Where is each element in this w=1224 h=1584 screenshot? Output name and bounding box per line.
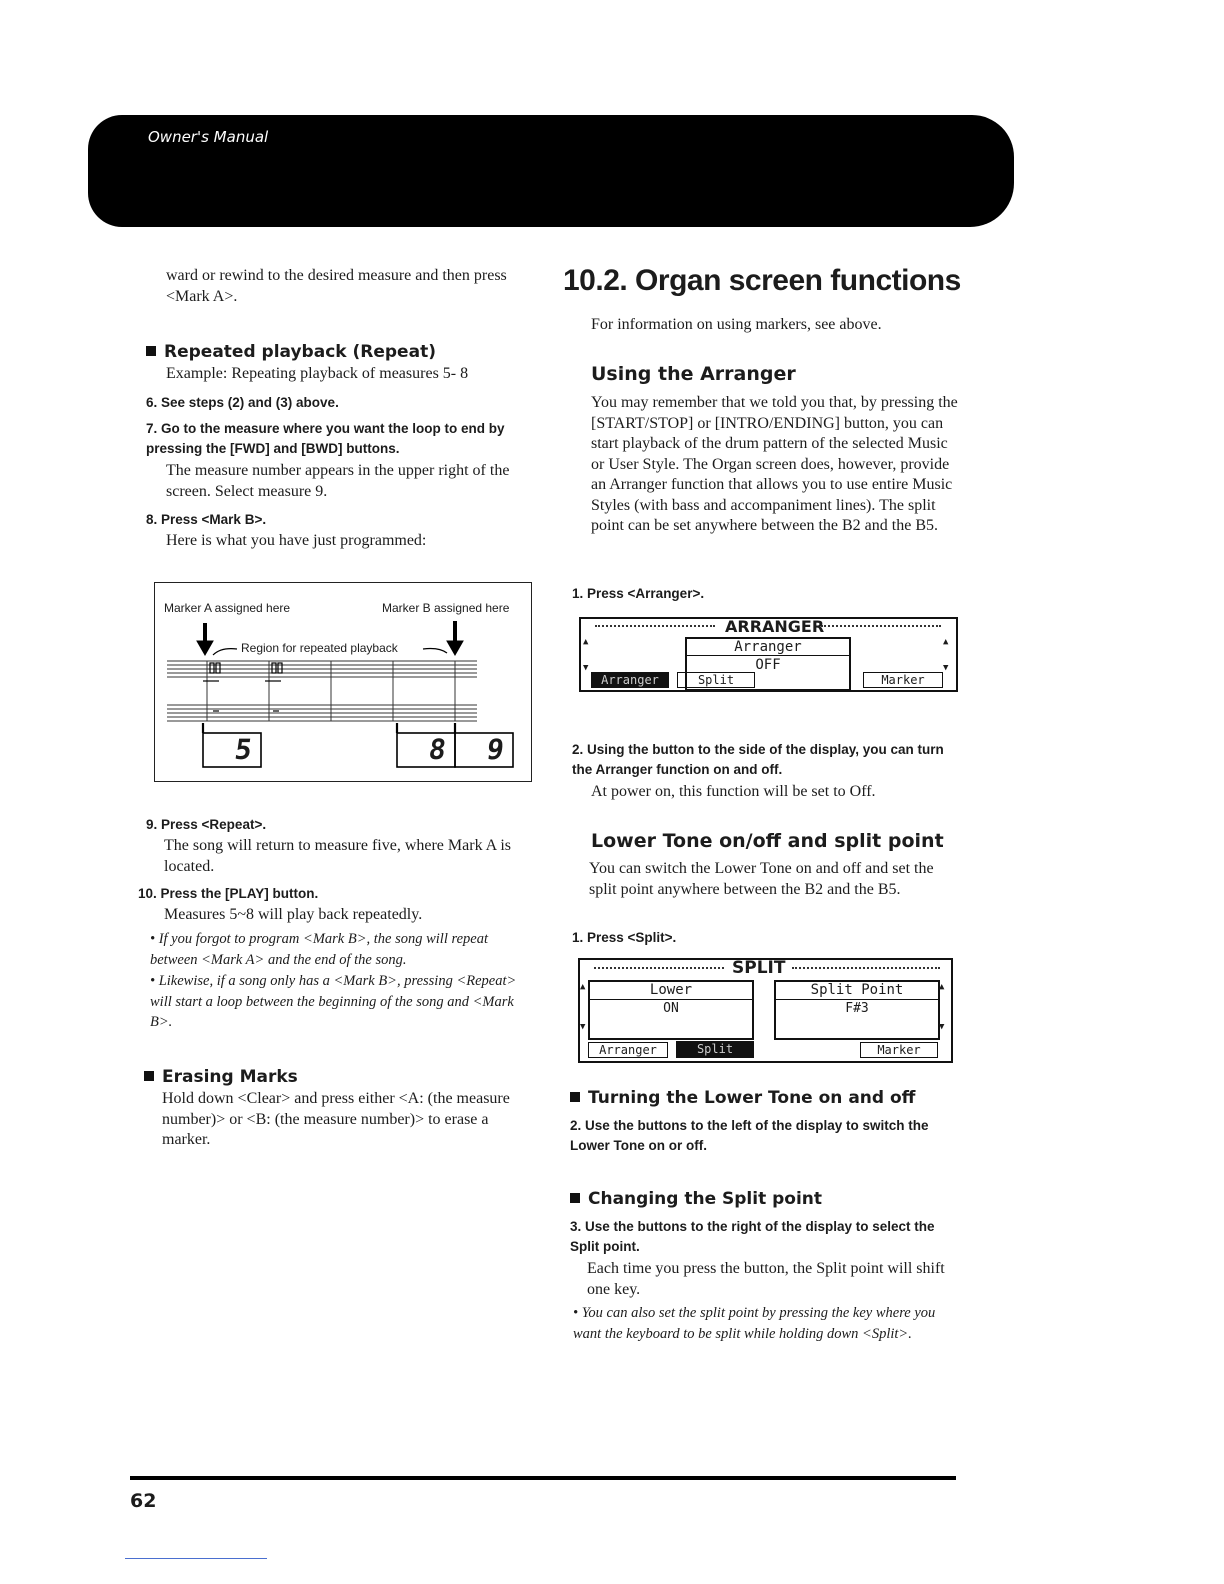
section-title: 10.2. Organ screen functions	[563, 264, 961, 297]
arranger-step-2: 2. Using the button to the side of the display, you can turn the Arranger function on and off.	[572, 742, 944, 777]
step-7: 7. Go to the measure where you want the loop to end by pressing the [FWD] and [BWD] buttons.	[146, 421, 505, 456]
lcd-up-arrow-icon: ▲	[580, 982, 586, 992]
arranger-step-1: 1. Press <Arranger>.	[572, 586, 705, 601]
changing-step-3: 3. Use the buttons to the right of the display to select the Split point.	[570, 1219, 935, 1254]
lcd-split-point-value: F#3	[845, 1001, 869, 1016]
lcd-lower-box	[588, 980, 754, 1040]
turning-heading	[570, 1088, 915, 1108]
lcd-split-point-box	[774, 980, 940, 1040]
turning-step-2: 2. Use the buttons to the left of the display to switch the Lower Tone on or off.	[570, 1118, 929, 1153]
lcd-lower-label: Lower	[590, 982, 752, 1000]
note-2: • Likewise, if a song only has a <Mark B>, pressing <Repeat> will start a loop between the beginning of the song and <Mark B>.	[150, 973, 517, 1030]
bottom-line	[125, 1558, 267, 1559]
step-6: 6. See steps (2) and (3) above.	[146, 395, 339, 410]
arranger-lcd	[579, 617, 958, 692]
repeat-heading-label: Repeated playback (Repeat)	[164, 342, 436, 362]
step-10: 10. Press the [PLAY] button.	[138, 886, 319, 901]
note-1-text: If you forgot to program <Mark B>, the song will repeat between <Mark A> and the end of the song.	[150, 931, 488, 968]
square-bullet-icon	[146, 346, 156, 356]
tab-arranger[interactable]: Arranger	[591, 672, 669, 688]
lcd-dotted-line	[821, 625, 941, 629]
lcd-up-arrow-icon: ▲	[583, 637, 589, 647]
lcd-lower-value: ON	[663, 1001, 679, 1016]
lcd-down-arrow-icon: ▼	[580, 1022, 586, 1032]
measure-9-display: 9	[484, 733, 507, 766]
arranger-heading: Using the Arranger	[591, 363, 796, 385]
region-label: Region for repeated playback	[241, 641, 398, 655]
repeat-heading	[146, 342, 436, 362]
split-lcd	[578, 958, 953, 1063]
lcd-down-arrow-icon: ▼	[939, 1022, 945, 1032]
lcd-title: ARRANGER	[725, 617, 825, 636]
turning-heading-label: Turning the Lower Tone on and off	[588, 1088, 916, 1108]
erase-body: Hold down <Clear> and press either <A: (the measure number)> or <B: (the measure number)> to erase a marker.	[162, 1090, 510, 1148]
lcd-down-arrow-icon: ▼	[943, 663, 949, 673]
marker-figure	[154, 582, 532, 782]
arranger-step-2-body: At power on, this function will be set to Off.	[591, 783, 876, 800]
tab-arranger[interactable]: Arranger	[588, 1042, 668, 1058]
lower-step-1: 1. Press <Split>.	[572, 930, 677, 945]
note-1: • If you forgot to program <Mark B>, the song will repeat between <Mark A> and the end of the song.	[150, 931, 488, 968]
lcd-up-arrow-icon: ▲	[943, 637, 949, 647]
square-bullet-icon	[570, 1092, 580, 1102]
erase-heading-label: Erasing Marks	[162, 1067, 298, 1087]
header-title: Owner's Manual	[148, 128, 269, 146]
step-10-body: Measures 5~8 will play back repeatedly.	[164, 906, 423, 923]
step-9: 9. Press <Repeat>.	[146, 817, 267, 832]
lcd-param-label: Arranger	[687, 639, 849, 656]
footer-rule	[130, 1476, 956, 1480]
square-bullet-icon	[144, 1071, 154, 1081]
lcd-down-arrow-icon: ▼	[583, 663, 589, 673]
step-7-body: The measure number appears in the upper right of the screen. Select measure 9.	[166, 462, 510, 500]
measure-5-display: 5	[232, 733, 255, 766]
lcd-dotted-line	[594, 967, 724, 971]
tab-marker[interactable]: Marker	[860, 1042, 938, 1058]
marker-b-arrow-icon	[447, 621, 463, 655]
marker-b-label: Marker B assigned here	[382, 601, 510, 615]
note-2-text: Likewise, if a song only has a <Mark B>, pressing <Repeat> will start a loop between the beginning of the song and <Mark B>.	[150, 973, 517, 1030]
step-9-body: The song will return to measure five, where Mark A is located.	[164, 837, 512, 875]
lcd-param-value: OFF	[755, 657, 781, 673]
lcd-dotted-line	[595, 625, 715, 629]
lcd-dotted-line	[792, 967, 940, 971]
staff-drawing	[155, 583, 531, 781]
tab-split[interactable]: Split	[677, 672, 755, 688]
measure-8-display: 8	[426, 733, 449, 766]
tab-marker[interactable]: Marker	[863, 672, 943, 688]
step-8: 8. Press <Mark B>.	[146, 512, 267, 527]
marker-a-arrow-icon	[197, 623, 213, 655]
lower-body: You can switch the Lower Tone on and off and set the split point anywhere between the B2 and the B5.	[589, 860, 934, 898]
changing-heading	[570, 1189, 822, 1209]
lcd-split-point-label: Split Point	[776, 982, 938, 1000]
step-8-body: Here is what you have just programmed:	[166, 532, 427, 549]
intro-text: ward or rewind to the desired measure and then press <Mark A>.	[166, 267, 507, 305]
lcd-title: SPLIT	[732, 958, 786, 978]
section-intro: For information on using markers, see above.	[591, 316, 882, 333]
tab-split[interactable]: Split	[676, 1041, 754, 1058]
lower-heading: Lower Tone on/off and split point	[591, 830, 944, 852]
changing-note-text: You can also set the split point by pressing the key where you want the keyboard to be split while holding down <Split>.	[573, 1305, 936, 1342]
page-number: 62	[130, 1490, 157, 1512]
changing-heading-label: Changing the Split point	[588, 1189, 823, 1209]
erase-heading	[144, 1067, 298, 1087]
changing-note: • You can also set the split point by pressing the key where you want the keyboard to be split while holding down <Split>.	[573, 1305, 936, 1342]
marker-a-label: Marker A assigned here	[164, 601, 291, 615]
lcd-up-arrow-icon: ▲	[939, 982, 945, 992]
repeat-example: Example: Repeating playback of measures 5- 8	[166, 365, 469, 382]
arranger-body: You may remember that we told you that, by pressing the [START/STOP] or [INTRO/ENDING] button, you can start playback of the drum pattern of the selected Music or User Style. The Organ screen does, however, provide an Arranger function that allows you to use entire Music Styles (with bass and accompaniment lines). The split point can be set anywhere between the B2 and the B5.	[591, 394, 958, 534]
changing-step-3-body: Each time you press the button, the Split point will shift one key.	[587, 1260, 945, 1298]
square-bullet-icon	[570, 1193, 580, 1203]
